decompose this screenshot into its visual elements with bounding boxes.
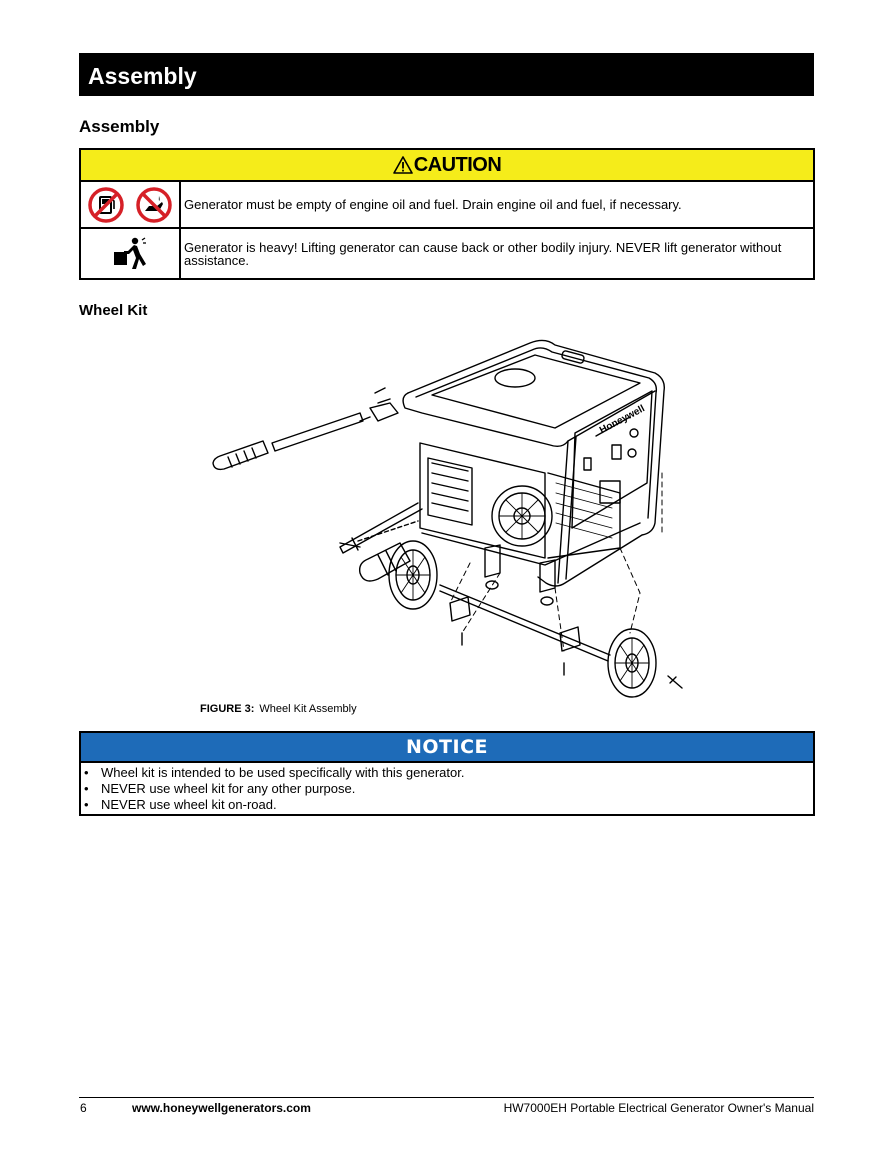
notice-list (83, 765, 809, 813)
caution-icon-cell (80, 181, 180, 228)
section-banner: Assembly (79, 53, 814, 96)
wheel-kit-heading: Wheel Kit (79, 302, 148, 319)
caution-row (80, 181, 814, 228)
footer-url[interactable]: www.honeywellgenerators.com (132, 1101, 311, 1115)
no-fuel-icon (87, 186, 125, 224)
heavy-lift-icon (112, 236, 148, 272)
page-number: 6 (80, 1101, 87, 1115)
notice-item: • Wheel kit is intended to be used specifically with this generator. (83, 765, 809, 781)
caution-text: Generator must be empty of engine oil and fuel. Drain engine oil and fuel, if necessary. (180, 181, 814, 228)
no-oil-icon (135, 186, 173, 224)
caution-word: CAUTION (413, 154, 502, 176)
figure-caption-text: Wheel Kit Assembly (259, 703, 357, 715)
warning-triangle-icon (393, 156, 413, 174)
figure-caption (200, 703, 357, 715)
figure-brand-label: Honeywell (597, 403, 647, 437)
caution-text: Generator is heavy! Lifting generator can cause back or other bodily injury. NEVER lift generator without assistance. (180, 228, 814, 279)
notice-body (80, 762, 814, 815)
caution-label (393, 150, 502, 180)
footer-rule (79, 1097, 814, 1098)
wheel-kit-illustration (200, 333, 690, 701)
notice-item: • NEVER use wheel kit on-road. (83, 797, 809, 813)
caution-row (80, 228, 814, 279)
notice-table (79, 731, 815, 816)
figure-caption-number: FIGURE 3: (200, 703, 255, 715)
caution-icon-cell (80, 228, 180, 279)
footer-manual-title: HW7000EH Portable Electrical Generator Owner's Manual (503, 1101, 814, 1115)
notice-header: NOTICE (80, 732, 814, 762)
caution-header (80, 149, 814, 181)
caution-table (79, 148, 815, 280)
assembly-heading: Assembly (79, 117, 160, 136)
wheel-kit-figure (200, 333, 690, 701)
notice-item: • NEVER use wheel kit for any other purpose. (83, 781, 809, 797)
